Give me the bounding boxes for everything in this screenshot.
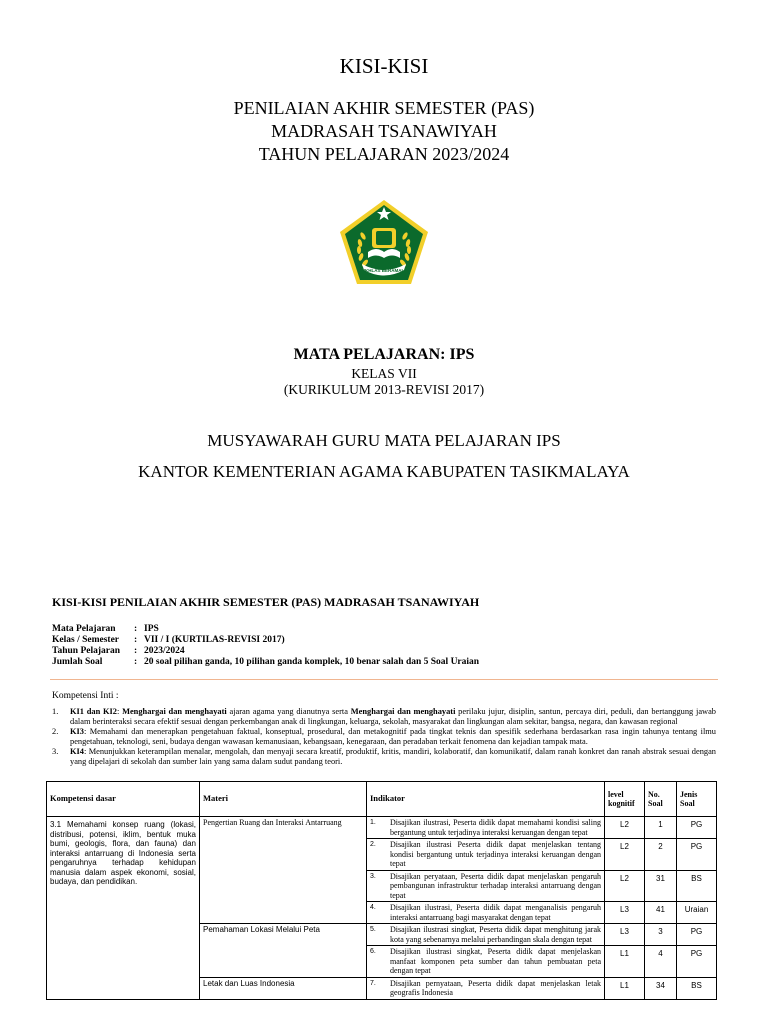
indikator-cell: 6. Disajikan ilustrasi singkat, Peserta didik dapat menjelaskan manfaat komponen peta sumber dan tahun pembuatan peta dengan tepat: [367, 946, 605, 978]
indikator-cell: 1. Disajikan ilustrasi, Peserta didik dapat memahami kondisi saling bergantung untuk terjadinya interaksi keruangan dengan tepat: [367, 817, 605, 839]
cover-title: KISI-KISI: [339, 54, 429, 78]
no-cell: 4: [645, 946, 677, 978]
subject-title: MATA PELAJARAN: IPS: [293, 346, 475, 363]
ki-list: [52, 707, 716, 767]
no-cell: 1: [645, 817, 677, 839]
info-value: VII / I (KURTILAS-REVISI 2017): [144, 635, 285, 645]
level-cell: L2: [605, 839, 645, 871]
jenis-cell: BS: [677, 870, 717, 902]
info-value: IPS: [144, 624, 159, 634]
table-row: [47, 817, 717, 839]
jenis-cell: Uraian: [677, 902, 717, 924]
info-row: Mata Pelajaran : IPS: [52, 624, 159, 634]
materi-cell: Pengertian Ruang dan Interaksi Antarruang: [200, 817, 367, 924]
jenis-cell: PG: [677, 924, 717, 946]
info-label: Mata Pelajaran: [52, 624, 116, 634]
header-materi: Materi: [200, 782, 367, 817]
table-header-row: [47, 782, 717, 817]
indikator-cell: 7. Disajikan pernyataan, Peserta didik dapat menjelaskan letak geografis Indonesia: [367, 977, 605, 999]
header-no: No. Soal: [645, 782, 677, 817]
info-row: Kelas / Semester : VII / I (KURTILAS-REVISI 2017): [52, 635, 285, 645]
curriculum-label: (KURIKULUM 2013-REVISI 2017): [283, 382, 485, 397]
organizer-line-1: MUSYAWARAH GURU MATA PELAJARAN IPS: [207, 431, 561, 450]
cover-line-2: MADRASAH TSANAWIYAH: [271, 121, 497, 141]
header-level: level kognitif: [605, 782, 645, 817]
header-kd: Kompetensi dasar: [47, 782, 200, 817]
class-label: KELAS VII: [351, 366, 417, 381]
level-cell: L3: [605, 902, 645, 924]
ki-item: 3. KI4: Menunjukkan keterampilan menalar, mengolah, dan menyaji secara kreatif, produktif, kritis, mandiri, kolaboratif, dan komunikatif, dalam ranah konkret dan ranah abstrak sesuai dengan yang dipelajari di sekolah dan sumber lain yang sama dalam sudut pandang teori.: [52, 747, 716, 766]
no-cell: 41: [645, 902, 677, 924]
indikator-cell: 5. Disajikan ilustrasi singkat, Peserta didik dapat menghitung jarak kota yang sebenarnya melalui perbandingan skala dengan tepat: [367, 924, 605, 946]
indikator-cell: 4. Disajikan ilustrasi, Peserta didik dapat menganalisis pengaruh interaksi antarruang bagi masyarakat dengan tepat: [367, 902, 605, 924]
jenis-cell: BS: [677, 977, 717, 999]
indikator-cell: 2. Disajikan ilustrasi Peserta didik dapat menjelaskan tentang kondisi bergantung untuk terjadinya interaksi keruangan dengan tepat: [367, 839, 605, 871]
header-jenis: Jenis Soal: [677, 782, 717, 817]
indikator-cell: 3. Disajikan peryataan, Peserta didik dapat menjelaskan pengaruh pembangunan infrastruktur terhadap interaksi antarruang dengan tepat: [367, 870, 605, 902]
organizer-line-2: KANTOR KEMENTERIAN AGAMA KABUPATEN TASIKMALAYA: [138, 462, 630, 481]
kemenag-logo: [338, 198, 430, 288]
logo-ribbon-text: IKHLAS BERAMAL: [363, 268, 405, 273]
no-cell: 3: [645, 924, 677, 946]
kisi-table: [46, 781, 717, 1000]
no-cell: 34: [645, 977, 677, 999]
info-row: Tahun Pelajaran : 2023/2024: [52, 646, 185, 656]
materi-cell: Pemahaman Lokasi Melalui Peta: [200, 924, 367, 978]
info-label: Kelas / Semester: [52, 635, 120, 645]
header-indikator: Indikator: [367, 782, 605, 817]
info-value: 2023/2024: [144, 646, 185, 656]
jenis-cell: PG: [677, 839, 717, 871]
level-cell: L1: [605, 946, 645, 978]
section-title: KISI-KISI PENILAIAN AKHIR SEMESTER (PAS) MADRASAH TSANAWIYAH: [52, 595, 480, 609]
jenis-cell: PG: [677, 946, 717, 978]
level-cell: L3: [605, 924, 645, 946]
info-block: [52, 624, 479, 668]
no-cell: 31: [645, 870, 677, 902]
ki-item: 1. KI1 dan KI2: Menghargai dan menghayati ajaran agama yang dianutnya serta Menghargai dan menghayati perilaku jujur, disiplin, santun, percaya diri, peduli, dan bertanggung jawab dalam berinteraksi secara efektif sesuai dengan perkembangan anak di lingkungan, keluarga, sekolah, masyarakat dan lingkungan alam sekitar, bangsa, negara, dan kawasan regional: [52, 707, 716, 726]
book-icon: [368, 228, 400, 258]
jenis-cell: PG: [677, 817, 717, 839]
materi-cell: Letak dan Luas Indonesia: [200, 977, 367, 999]
no-cell: 2: [645, 839, 677, 871]
cover-line-1: PENILAIAN AKHIR SEMESTER (PAS): [233, 98, 535, 118]
ki-heading: Kompetensi Inti :: [52, 691, 119, 701]
level-cell: L2: [605, 870, 645, 902]
info-label: Jumlah Soal: [52, 657, 103, 667]
divider: [50, 679, 718, 680]
kd-cell: 3.1 Memahami konsep ruang (lokasi, distribusi, potensi, iklim, bentuk muka bumi, geologis, flora, dan fauna) dan interaksi antarruang di Indonesia serta pengaruhnya terhadap kehidupan manusia dalam aspek ekonomi, sosial, budaya, dan pendidikan.: [47, 817, 200, 1000]
cover-line-3: TAHUN PELAJARAN 2023/2024: [258, 144, 510, 164]
info-label: Tahun Pelajaran: [52, 646, 121, 656]
ki-item: 2. KI3: Memahami dan menerapkan pengetahuan faktual, konseptual, prosedural, dan metakognitif pada tingkat teknis dan spesifik sederhana berdasarkan rasa ingin tahunya tentang ilmu pengetahuan, teknologi, seni, budaya dengan wawasan kemanusiaan, kebangsaan, kenegaraan, dan peradaban terkait fenomena dan kejadian tampak mata.: [52, 727, 716, 746]
cover-heading: [0, 97, 768, 166]
level-cell: L1: [605, 977, 645, 999]
info-value: 20 soal pilihan ganda, 10 pilihan ganda komplek, 10 benar salah dan 5 Soal Uraian: [144, 657, 480, 667]
level-cell: L2: [605, 817, 645, 839]
info-row: Jumlah Soal : 20 soal pilihan ganda, 10 pilihan ganda komplek, 10 benar salah dan 5 Soal Uraian: [52, 657, 480, 667]
